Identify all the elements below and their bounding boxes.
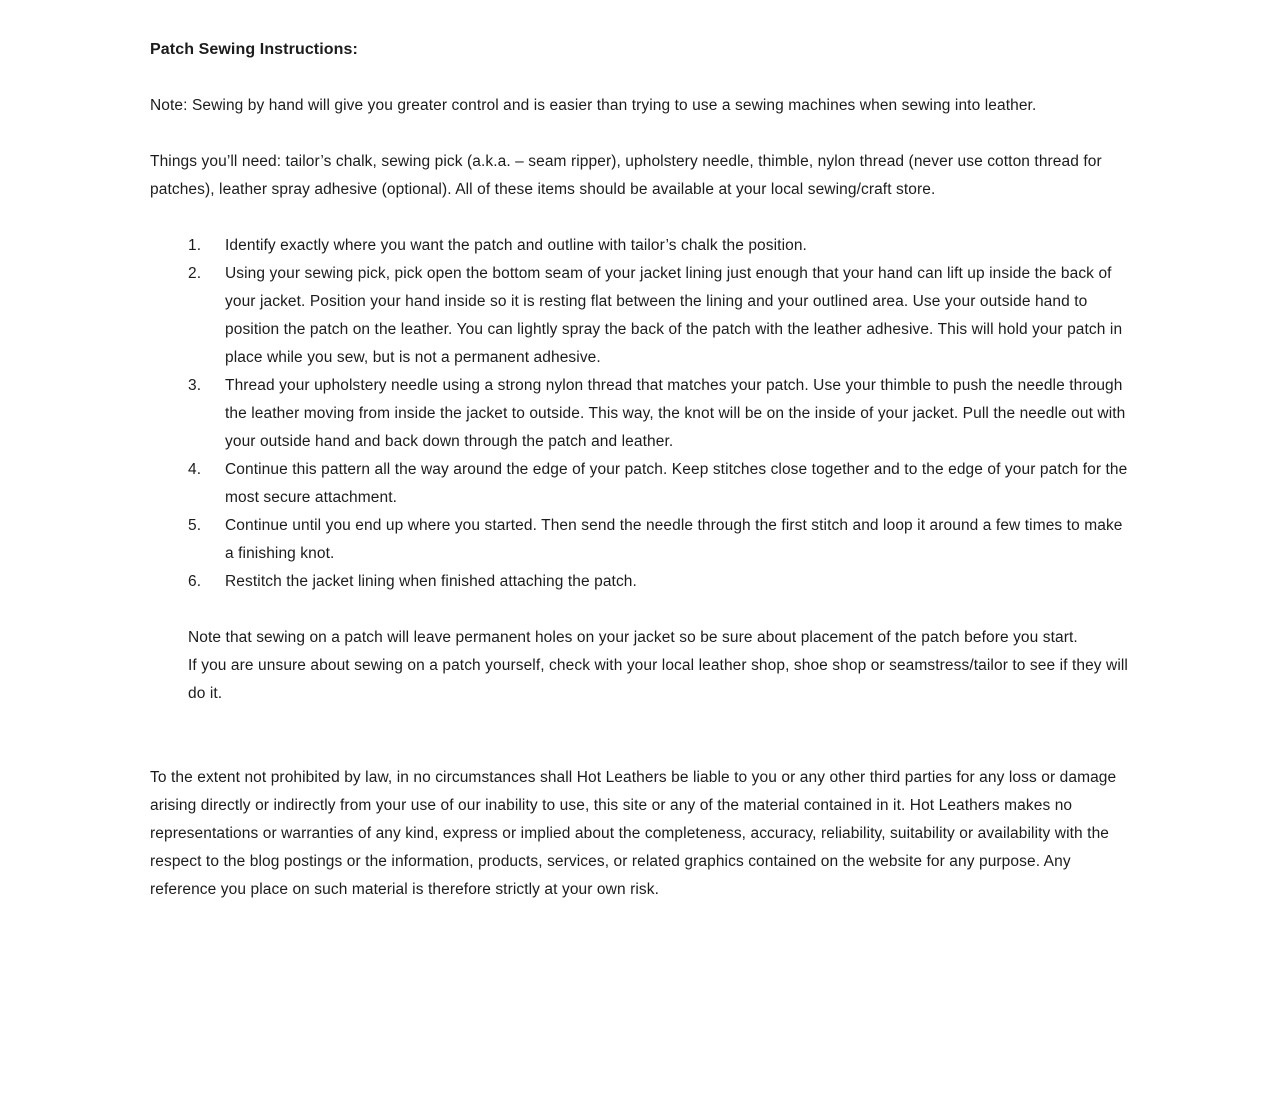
step-text: Continue until you end up where you started. Then send the needle through the first stitch and loop it around a few times to make a finishing knot. <box>225 517 1123 562</box>
step-text: Using your sewing pick, pick open the bottom seam of your jacket lining just enough that your hand can lift up inside the back of your jacket. Position your hand inside so it is resting flat between the lining and your outlined area. Use your outside hand to position the patch on the leather. You can lightly spray the back of the patch with the leather adhesive. This will hold your patch in place while you sew, but is not a permanent adhesive. <box>225 265 1123 366</box>
legal-disclaimer: To the extent not prohibited by law, in no circumstances shall Hot Leathers be liable to you or any other third parties for any loss or damage arising directly or indirectly from your use of our inability to use, this site or any of the material contained in it. Hot Leathers makes no representations or warranties of any kind, express or implied about the completeness, accuracy, reliability, suitability or availability with the respect to the blog postings or the information, products, services, or related graphics contained on the website for any purpose. Any reference you place on such material is therefore strictly at your own risk. <box>150 769 1117 898</box>
document-content <box>150 36 1128 904</box>
step-number: 1. <box>188 237 202 254</box>
step-text: Identify exactly where you want the patch and outline with tailor’s chalk the position. <box>225 237 807 254</box>
step-item-1 <box>188 232 1128 260</box>
step-number: 6. <box>188 573 202 590</box>
step-text: Restitch the jacket lining when finished attaching the patch. <box>225 573 637 590</box>
placement-note: Note that sewing on a patch will leave permanent holes on your jacket so be sure about placement of the patch before you start. <box>188 629 1078 646</box>
step-item-6 <box>188 568 1128 596</box>
step-item-2 <box>188 260 1128 372</box>
step-item-3 <box>188 372 1128 456</box>
step-number: 4. <box>188 461 202 478</box>
instruction-steps-list <box>150 232 1128 596</box>
step-item-4 <box>188 456 1128 512</box>
alternative-note: If you are unsure about sewing on a patch yourself, check with your local leather shop, shoe shop or seamstress/tailor to see if they will do it. <box>188 657 1128 702</box>
supplies-paragraph: Things you’ll need: tailor’s chalk, sewing pick (a.k.a. – seam ripper), upholstery needle, thimble, nylon thread (never use cotton thread for patches), leather spray adhesive (optional). All of these items should be available at your local sewing/craft store. <box>150 153 1102 198</box>
notes-block <box>150 624 1128 708</box>
step-text: Continue this pattern all the way around the edge of your patch. Keep stitches close together and to the edge of your patch for the most secure attachment. <box>225 461 1128 506</box>
step-text: Thread your upholstery needle using a strong nylon thread that matches your patch. Use your thimble to push the needle through the leather moving from inside the jacket to outside. This way, the knot will be on the inside of your jacket. Pull the needle out with your outside hand and back down through the patch and leather. <box>225 377 1126 450</box>
document-title: Patch Sewing Instructions: <box>150 41 358 58</box>
step-number: 3. <box>188 377 202 394</box>
step-number: 5. <box>188 517 202 534</box>
step-item-5 <box>188 512 1128 568</box>
note-paragraph: Note: Sewing by hand will give you greater control and is easier than trying to use a sewing machines when sewing into leather. <box>150 97 1037 114</box>
step-number: 2. <box>188 265 202 282</box>
